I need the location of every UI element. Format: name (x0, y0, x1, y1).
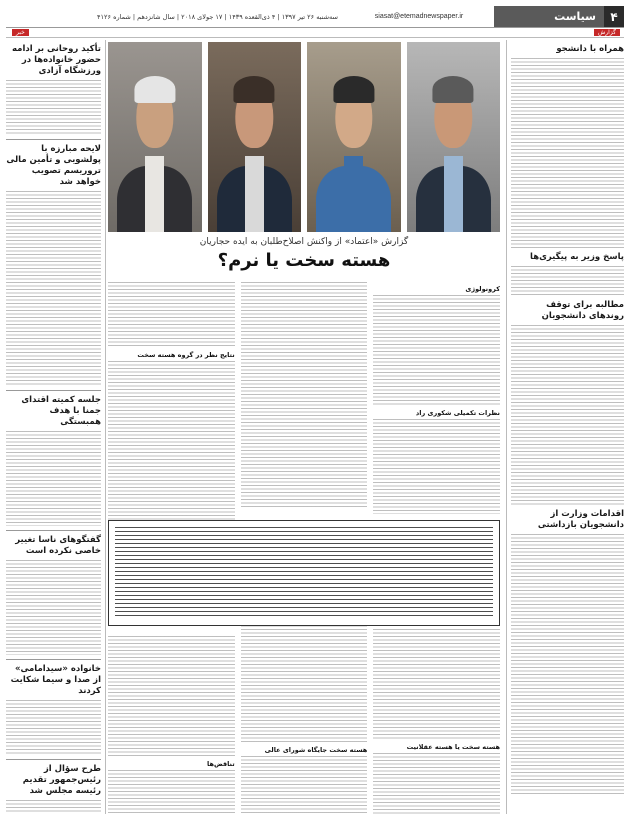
left-headline-5: خانواده «سیدامامی» از صدا و سیما شکایت کردند (10, 664, 101, 696)
subhead: کرونولوژی (465, 285, 500, 293)
text-block (108, 770, 235, 814)
page-header (6, 6, 624, 28)
text-block (373, 753, 500, 814)
text-block (108, 361, 235, 521)
subhead: هسته سخت جایگاه شورای عالی (264, 746, 368, 754)
report-tag: گزارش (594, 29, 620, 36)
portrait-photo (307, 42, 401, 232)
section-label: سیاست (494, 6, 604, 27)
portrait-photo (407, 42, 501, 232)
text-block (373, 419, 500, 514)
text-block (108, 282, 235, 347)
subhead: نظرات تکمیلی شکوری راد (415, 409, 500, 417)
text-block (108, 636, 235, 756)
divider (6, 390, 101, 391)
right-headline-2: پاسخ وزیر به پیگیری‌ها (530, 252, 624, 262)
text-block (6, 431, 101, 526)
sub-header (6, 29, 624, 38)
left-headline-6: طرح سؤال از رئیس‌جمهور تقدیم رئیسه مجلس شد (22, 764, 101, 796)
text-block (241, 756, 368, 814)
text-block (6, 800, 101, 814)
page-number: ۴ (604, 6, 624, 27)
site-url[interactable]: siasat@etemadnewspaper.ir (374, 13, 464, 20)
divider (6, 659, 101, 660)
subhead: تناقض‌ها (207, 760, 235, 768)
text-block (6, 80, 101, 135)
photo-strip (108, 42, 500, 232)
text-block (373, 295, 500, 405)
left-column (6, 40, 106, 814)
text-block (6, 700, 101, 755)
article-kicker: گزارش «اعتماد» از واکنش اصلاح‌طلبان به ایده حجاریان (199, 237, 409, 247)
quote-text (108, 520, 500, 626)
text-block (511, 534, 624, 794)
right-headline-4: اقدامات وزارت از دانشجویان بازداشتی (537, 509, 624, 530)
subhead: هسته سخت یا هسته عقلانیت (406, 743, 500, 751)
right-headline-1: همراه با دانشجو (556, 44, 624, 54)
left-headline-2: لایحه مبارزه با پولشویی و تأمین مالی تروریسم تصویب خواهد شد (6, 144, 101, 187)
left-headline-4: گفتگوهای ناسا تغییر خاصی نکرده است (15, 535, 101, 556)
text-block (373, 629, 500, 739)
text-block (6, 560, 101, 655)
subhead: نتایج نظر در گروه هسته سخت (137, 351, 235, 359)
right-headline-3: مطالبه برای توقف روندهای دانشجویان (541, 300, 624, 321)
text-block (241, 282, 368, 507)
pull-quote-box (108, 520, 500, 626)
dateline: سه‌شنبه ۲۶ تیر ۱۳۹۷ | ۴ ذی‌القعده ۱۴۳۹ | ۱۷ جولای ۲۰۱۸ | سال شانزدهم | شماره ۴۱۲۶ (97, 12, 338, 21)
right-column (506, 40, 624, 814)
text-block (6, 191, 101, 386)
portrait-photo (108, 42, 202, 232)
left-headline-3: جلسه کمیته اقتدای جمنا با هدف همبستگی (21, 395, 101, 427)
text-block (511, 266, 624, 296)
divider (6, 530, 101, 531)
text-block (511, 325, 624, 505)
news-tag: خبر (12, 29, 29, 36)
divider (6, 139, 101, 140)
text-block (241, 622, 368, 742)
left-headline-1: تأکید روحانی بر ادامه حضور خانواده‌ها در ورزشگاه آزادی (12, 44, 101, 76)
text-block (511, 58, 624, 248)
article-title: هسته سخت یا نرم؟ (217, 250, 391, 271)
portrait-photo (208, 42, 302, 232)
divider (6, 759, 101, 760)
